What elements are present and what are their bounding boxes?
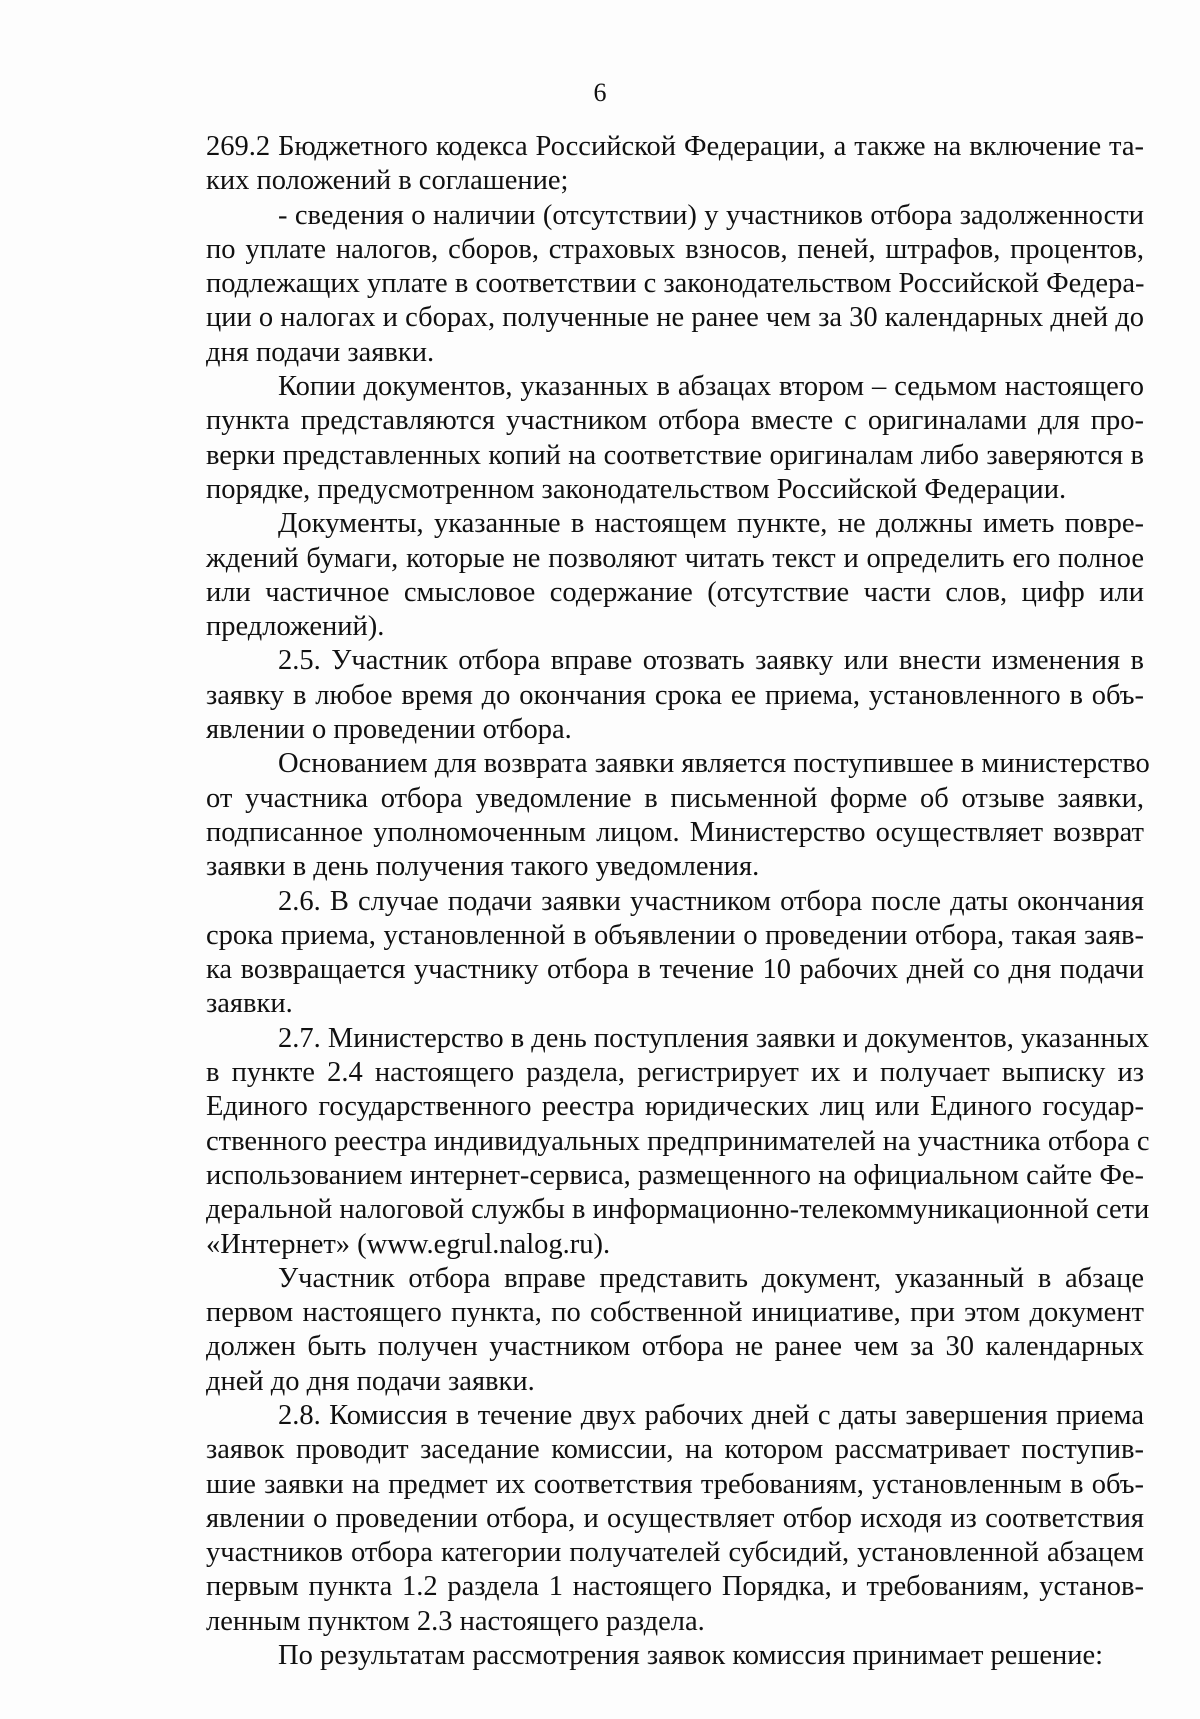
text-line: явлении о проведении отбора, и осуществляет отбор исходя из соответствия: [206, 1502, 1144, 1534]
text-line: Единого государственного реестра юридических лиц или Единого государ-: [206, 1091, 1144, 1123]
text-line: предложений).: [206, 611, 385, 643]
text-line: 2.6. В случае подачи заявки участником отбора после даты окончания: [278, 885, 1144, 917]
text-line: заявок проводит заседание комиссии, на котором рассматривает поступив-: [206, 1434, 1144, 1466]
text-line: в пункте 2.4 настоящего раздела, регистрирует их и получает выписку из: [206, 1057, 1144, 1089]
text-line: Копии документов, указанных в абзацах втором – седьмом настоящего: [278, 371, 1144, 403]
text-line: участников отбора категории получателей субсидий, установленной абзацем: [206, 1537, 1144, 1569]
text-line: 2.5. Участник отбора вправе отозвать заявку или внести изменения в: [278, 645, 1144, 677]
text-line: или частичное смысловое содержание (отсутствие части слов, цифр или: [206, 576, 1144, 608]
text-line: шие заявки на предмет их соответствия требованиям, установленным в объ-: [206, 1468, 1144, 1500]
document-body: [206, 130, 1150, 1673]
text-line: порядке, предусмотренном законодательством Российской Федерации.: [206, 473, 1067, 505]
text-line: ка возвращается участнику отбора в течение 10 рабочих дней со дня подачи: [206, 954, 1144, 986]
text-line: подписанное уполномоченным лицом. Министерство осуществляет возврат: [206, 816, 1144, 848]
text-line: «Интернет» (www.egrul.nalog.ru).: [206, 1228, 611, 1260]
text-line: 269.2 Бюджетного кодекса Российской Федерации, а также на включение та-: [206, 131, 1144, 162]
text-line: заявки в день получения такого уведомления.: [206, 851, 760, 883]
text-line: подлежащих уплате в соответствии с законодательством Российской Федера-: [206, 268, 1145, 300]
text-line: ленным пунктом 2.3 настоящего раздела.: [206, 1605, 705, 1637]
text-line: должен быть получен участником отбора не ранее чем за 30 календарных: [206, 1331, 1144, 1363]
text-line: ции о налогах и сборах, полученные не ранее чем за 30 календарных дней до: [206, 302, 1144, 334]
text-line: использованием интернет-сервиса, размещенного на официальном сайте Фе-: [206, 1159, 1144, 1191]
text-line: ственного реестра индивидуальных предпринимателей на участника отбора с: [206, 1125, 1150, 1157]
text-line: ких положений в соглашение;: [206, 165, 569, 197]
text-line: 2.7. Министерство в день поступления заявки и документов, указанных: [278, 1022, 1150, 1054]
text-line: ждений бумаги, которые не позволяют читать текст и определить его полное: [206, 542, 1144, 574]
text-line: дня подачи заявки.: [206, 336, 435, 368]
text-line: явлении о проведении отбора.: [206, 714, 572, 746]
text-line: Документы, указанные в настоящем пункте, не должны иметь повре-: [278, 508, 1144, 540]
text-line: 2.8. Комиссия в течение двух рабочих дней с даты завершения приема: [278, 1399, 1144, 1431]
text-line: по уплате налогов, сборов, страховых взносов, пеней, штрафов, процентов,: [206, 233, 1144, 265]
page-number: 6: [593, 78, 607, 107]
text-line: По результатам рассмотрения заявок комиссия принимает решение:: [278, 1640, 1104, 1672]
text-line: срока приема, установленной в объявлении о проведении отбора, такая заяв-: [206, 919, 1144, 951]
text-line: пункта представляются участником отбора вместе с оригиналами для про-: [206, 405, 1144, 437]
text-line: верки представленных копий на соответствие оригиналам либо заверяются в: [206, 439, 1144, 471]
text-line: первом настоящего пункта, по собственной инициативе, при этом документ: [206, 1297, 1144, 1329]
text-line: деральной налоговой службы в информационно-телекоммуникационной сети: [206, 1194, 1150, 1226]
text-line: первым пункта 1.2 раздела 1 настоящего Порядка, и требованиям, установ-: [206, 1571, 1144, 1603]
text-line: заявки.: [206, 988, 293, 1020]
text-line: от участника отбора уведомление в письменной форме об отзыве заявки,: [206, 782, 1144, 814]
text-line: заявку в любое время до окончания срока ее приема, установленного в объ-: [206, 679, 1144, 711]
text-line: Участник отбора вправе представить документ, указанный в абзаце: [278, 1262, 1144, 1294]
text-line: Основанием для возврата заявки является поступившее в министерство: [278, 748, 1150, 780]
text-line: - сведения о наличии (отсутствии) у участников отбора задолженности: [278, 199, 1144, 231]
text-line: дней до дня подачи заявки.: [206, 1365, 535, 1397]
